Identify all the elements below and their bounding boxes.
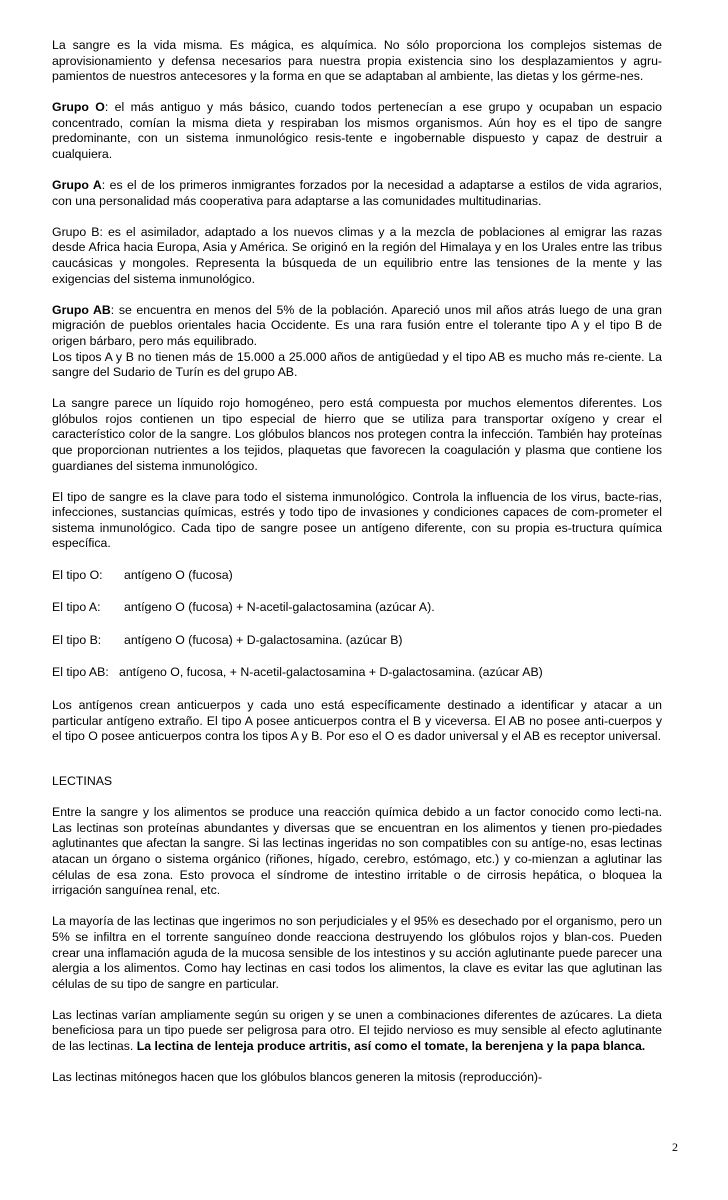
tipo-a-row [52,600,662,616]
grupo-o-label: Grupo O [52,100,105,115]
lectinas-varian-text: Las lectinas varían ampliamente según su origen y se unen a combinaciones diferentes de azúcares. La dieta beneficiosa para un tipo puede ser peligrosa para otro. El tejido nervioso es muy sensible al efecto aglutinante de las lectinas. [52,1007,662,1053]
paragraph-lectinas-intro: Entre la sangre y los alimentos se produce una reacción química debido a un factor conocido como lecti-na. Las lectinas son proteínas abundantes y diversas que se encuentran en los alimentos y tienen pro-piedades aglutinantes que afectan la sangre. Si las lectinas ingeridas no son compatibles con su antíge-no, esas lectinas atacan un órgano o sistema orgánico (riñones, hígado, cerebro, estómago, etc.) y co-mienzan a aglutinar las células de esa zona. Esto provoca el síndrome de intestino irritable o de cirrosis hepática, o bloquea la irrigación sanguínea renal, etc. [52,805,662,898]
page-number: 2 [672,1140,678,1154]
tipo-o-label: El tipo O: [52,567,103,582]
paragraph-grupo-b: Grupo B: es el asimilador, adaptado a los nuevos climas y a la mezcla de poblaciones al emigrar las razas desde Africa hacia Europa, Asia y América. Se originó en la región del Himalaya y en los Urales entre las tribus caucásicas y mongoles. Representa la búsqueda de un equilibrio entre las tensiones de la mente y las exigencias del sistema inmunológico. [52,224,662,286]
paragraph-lectinas-mitogenos: Las lectinas mitónegos hacen que los glóbulos blancos generen la mitosis (reproducción)- [52,1070,543,1085]
paragraph-tipo-clave: El tipo de sangre es la clave para todo el sistema inmunológico. Controla la influencia de los virus, bacte-rias, infecciones, sustancias químicas, estrés y todo tipo de invasiones y condiciones capaces de com-prometer el sistema inmunológico. Cada tipo de sangre posee un antígeno diferente, con su propia es-tructura química específica. [52,489,662,551]
heading-lectinas: LECTINAS [52,774,113,789]
tipo-ab-label: El tipo AB: [52,665,109,680]
tipo-ab-row [52,665,662,681]
tipo-a-label: El tipo A: [52,600,101,615]
grupo-a-text: : es el de los primeros inmigrantes forzados por la necesidad a adaptarse a estilos de vida agrarios, con una personalidad más cooperativa para adaptarse a las comunidades multitudinarias. [52,178,662,208]
grupo-ab-label: Grupo AB [52,302,111,317]
tipo-o-row [52,568,662,584]
document-page [52,38,662,1101]
tipo-b-row [52,633,662,649]
paragraph-anticuerpos: Los antígenos crean anticuerpos y cada uno está específicamente destinado a identificar y atacar a un particular antígeno extraño. El tipo A posee anticuerpos contra el B y viceversa. El AB no posee anti-cuerpos y el tipo O posee anticuerpos contra los tipos A y B. Por eso el O es dador universal y el AB es receptor universal. [52,697,662,744]
paragraph-sangre-liquido: La sangre parece un líquido rojo homogéneo, pero está compuesta por muchos elementos diferentes. Los glóbulos rojos contienen un tipo especial de hierro que se utiliza para transportar oxígeno y crear el característico color de la sangre. Los glóbulos blancos nos protegen contra la infección. También hay proteínas que proporcionan nutrientes a los tejidos, plaquetas que favorecen la coagulación y plasma que contiene los guardianes del sistema inmunológico. [52,396,662,473]
tipo-o-value: antígeno O (fucosa) [124,567,233,582]
paragraph-lectinas-varian [52,1008,662,1055]
tipo-ab-value: antígeno O, fucosa, + N-acetil-galactosamina + D-galactosamina. (azúcar AB) [119,665,543,680]
tipo-a-value: antígeno O (fucosa) + N-acetil-galactosamina (azúcar A). [124,600,435,615]
spacer [52,760,662,774]
grupo-o-text: : el más antiguo y más básico, cuando todos pertenecían a ese grupo y ocupaban un espacio concentrado, comían la misma dieta y respiraban los mismos organismos. Aún hoy es el tipo de sangre predominante, con un sistema inmunológico resis-tente e ingobernable dispuesto y capaz de destruir a cualquiera. [52,100,662,162]
paragraph-lectinas-mayoria: La mayoría de las lectinas que ingerimos no son perjudiciales y el 95% es desechado por el organismo, pero un 5% se infiltra en el torrente sanguíneo donde reacciona destruyendo los glóbulos rojos y blan-cos. Pueden crear una inflamación aguda de la mucosa sensible de los intestinos y su acción aglutinante puede parecer una alergia a los alimentos. Como hay lectinas en casi todos los alimentos, la clave es evitar las que aglutinan las células de su tipo de sangre en particular. [52,914,662,991]
tipo-b-value: antígeno O (fucosa) + D-galactosamina. (azúcar B) [124,632,403,647]
grupo-a-label: Grupo A [52,178,102,193]
grupo-ab-text: : se encuentra en menos del 5% de la población. Apareció unos mil años atrás luego de una gran migración de pueblos orientales hacia Occidente. Es una rara fusión entre el tolerante tipo A y el tipo B de origen bárbaro, pero más equilibrado. [52,302,662,348]
lectinas-varian-bold: La lectina de lenteja produce artritis, así como el tomate, la berenjena y la papa blanca. [136,1039,646,1053]
paragraph-grupo-a [52,178,662,209]
tipo-b-label: El tipo B: [52,632,102,647]
paragraph-grupo-o [52,100,662,162]
paragraph-grupo-ab [52,303,662,381]
tipos-antiguedad-text: Los tipos A y B no tienen más de 15.000 a 25.000 años de antigüedad y el tipo AB es mucho más re-ciente. La sangre del Sudario de Turín es del grupo AB. [52,349,662,380]
paragraph-intro: La sangre es la vida misma. Es mágica, es alquímica. No sólo proporciona los complejos sistemas de aprovisionamiento y defensa necesarios para nuestra propia existencia sino los desplazamientos y agru-pamientos de nuestros antecesores y la forma en que se adaptaban al ambiente, las dietas y los gérme-nes. [52,38,662,84]
